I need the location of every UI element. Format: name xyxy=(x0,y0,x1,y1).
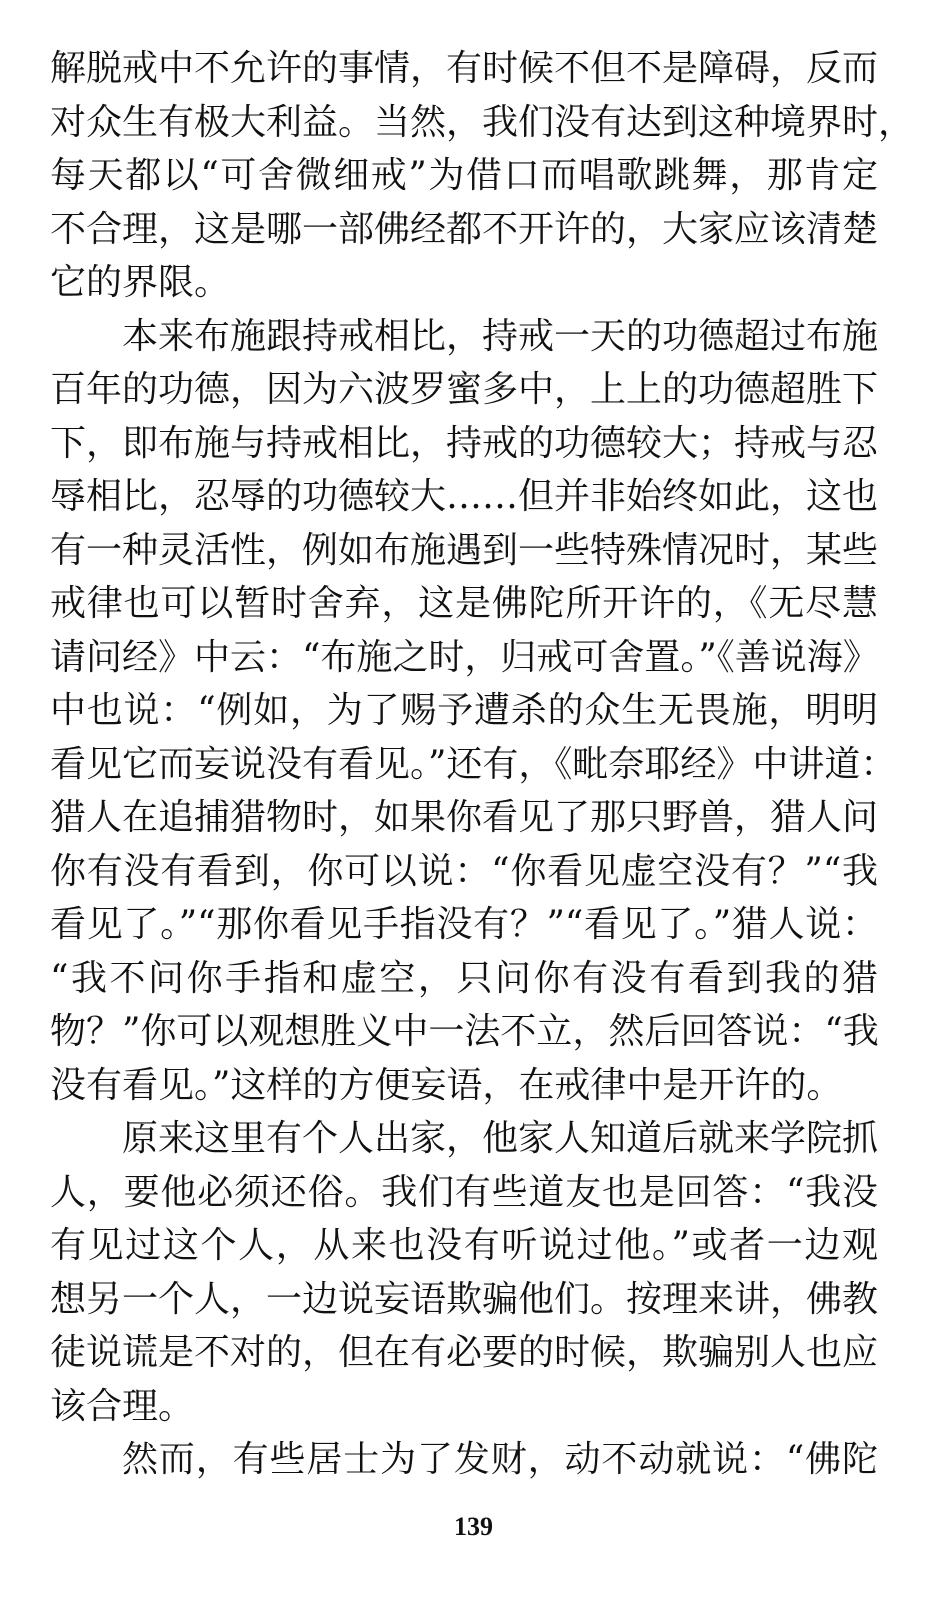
text-line: 该合理。 xyxy=(50,1385,195,1427)
text-line: 百年的功德，因为六波罗蜜多中，上上的功德超胜下 xyxy=(50,369,879,410)
text-line: 物？”你可以观想胜义中一法不立，然后回答说：“我 xyxy=(50,1011,879,1052)
text-line: 不合理，这是哪一部佛经都不开许的，大家应该清楚 xyxy=(50,208,879,250)
text-line: 中也说：“例如，为了赐予遭杀的众生无畏施，明明 xyxy=(50,690,878,731)
text-line: 徒说谎是不对的，但在有必要的时候，欺骗别人也应 xyxy=(50,1332,879,1373)
text-line: 本来布施跟持戒相比，持戒一天的功德超过布施 xyxy=(122,315,879,357)
text-line: 下，即布施与持戒相比，持戒的功德较大；持戒与忍 xyxy=(50,422,879,464)
text-line: 它的界限。 xyxy=(50,262,231,303)
text-line: 每天都以“可舍微细戒”为借口而唱歌跳舞，那肯定 xyxy=(50,155,878,196)
text-line: 看见它而妄说没有看见。”还有，《毗奈耶经》中讲道： xyxy=(50,743,897,785)
text-line: 有一种灵活性，例如布施遇到一些特殊情况时，某些 xyxy=(50,529,879,571)
text-line: “我不问你手指和虚空，只问你有没有看到我的猎 xyxy=(50,957,878,999)
text-line: 看见了。”“那你看见手指没有？”“看见了。”猎人说： xyxy=(50,904,878,945)
body-text xyxy=(50,42,915,1487)
text-line: 戒律也可以暂时舍弃，这是佛陀所开许的，《无尽慧 xyxy=(50,583,878,624)
text-line: 想另一个人，一边说妄语欺骗他们。按理来讲，佛教 xyxy=(50,1278,879,1320)
text-line: 人，要他必须还俗。我们有些道友也是回答：“我没 xyxy=(50,1171,878,1213)
text-line: 然而，有些居士为了发财，动不动就说：“佛陀 xyxy=(122,1439,878,1480)
text-line: 解脱戒中不允许的事情，有时候不但不是障碍，反而 xyxy=(50,48,879,89)
text-line: 辱相比，忍辱的功德较大……但并非始终如此，这也 xyxy=(50,476,879,517)
text-line: 请问经》中云：“布施之时，归戒可舍置。”《善说海》 xyxy=(50,636,879,678)
text-line: 有见过这个人，从来也没有听说过他。”或者一边观 xyxy=(50,1225,878,1266)
text-line: 你有没有看到，你可以说：“你看见虚空没有？”“我 xyxy=(50,850,878,892)
page-number: 139 xyxy=(454,1512,493,1541)
text-line: 原来这里有个人出家，他家人知道后就来学院抓 xyxy=(122,1118,879,1159)
text-line: 猎人在追捕猎物时，如果你看见了那只野兽，猎人问 xyxy=(50,797,879,838)
text-line: 没有看见。”这样的方便妄语，在戒律中是开许的。 xyxy=(50,1064,843,1106)
text-line: 对众生有极大利益。当然，我们没有达到这种境界时， xyxy=(50,101,915,143)
